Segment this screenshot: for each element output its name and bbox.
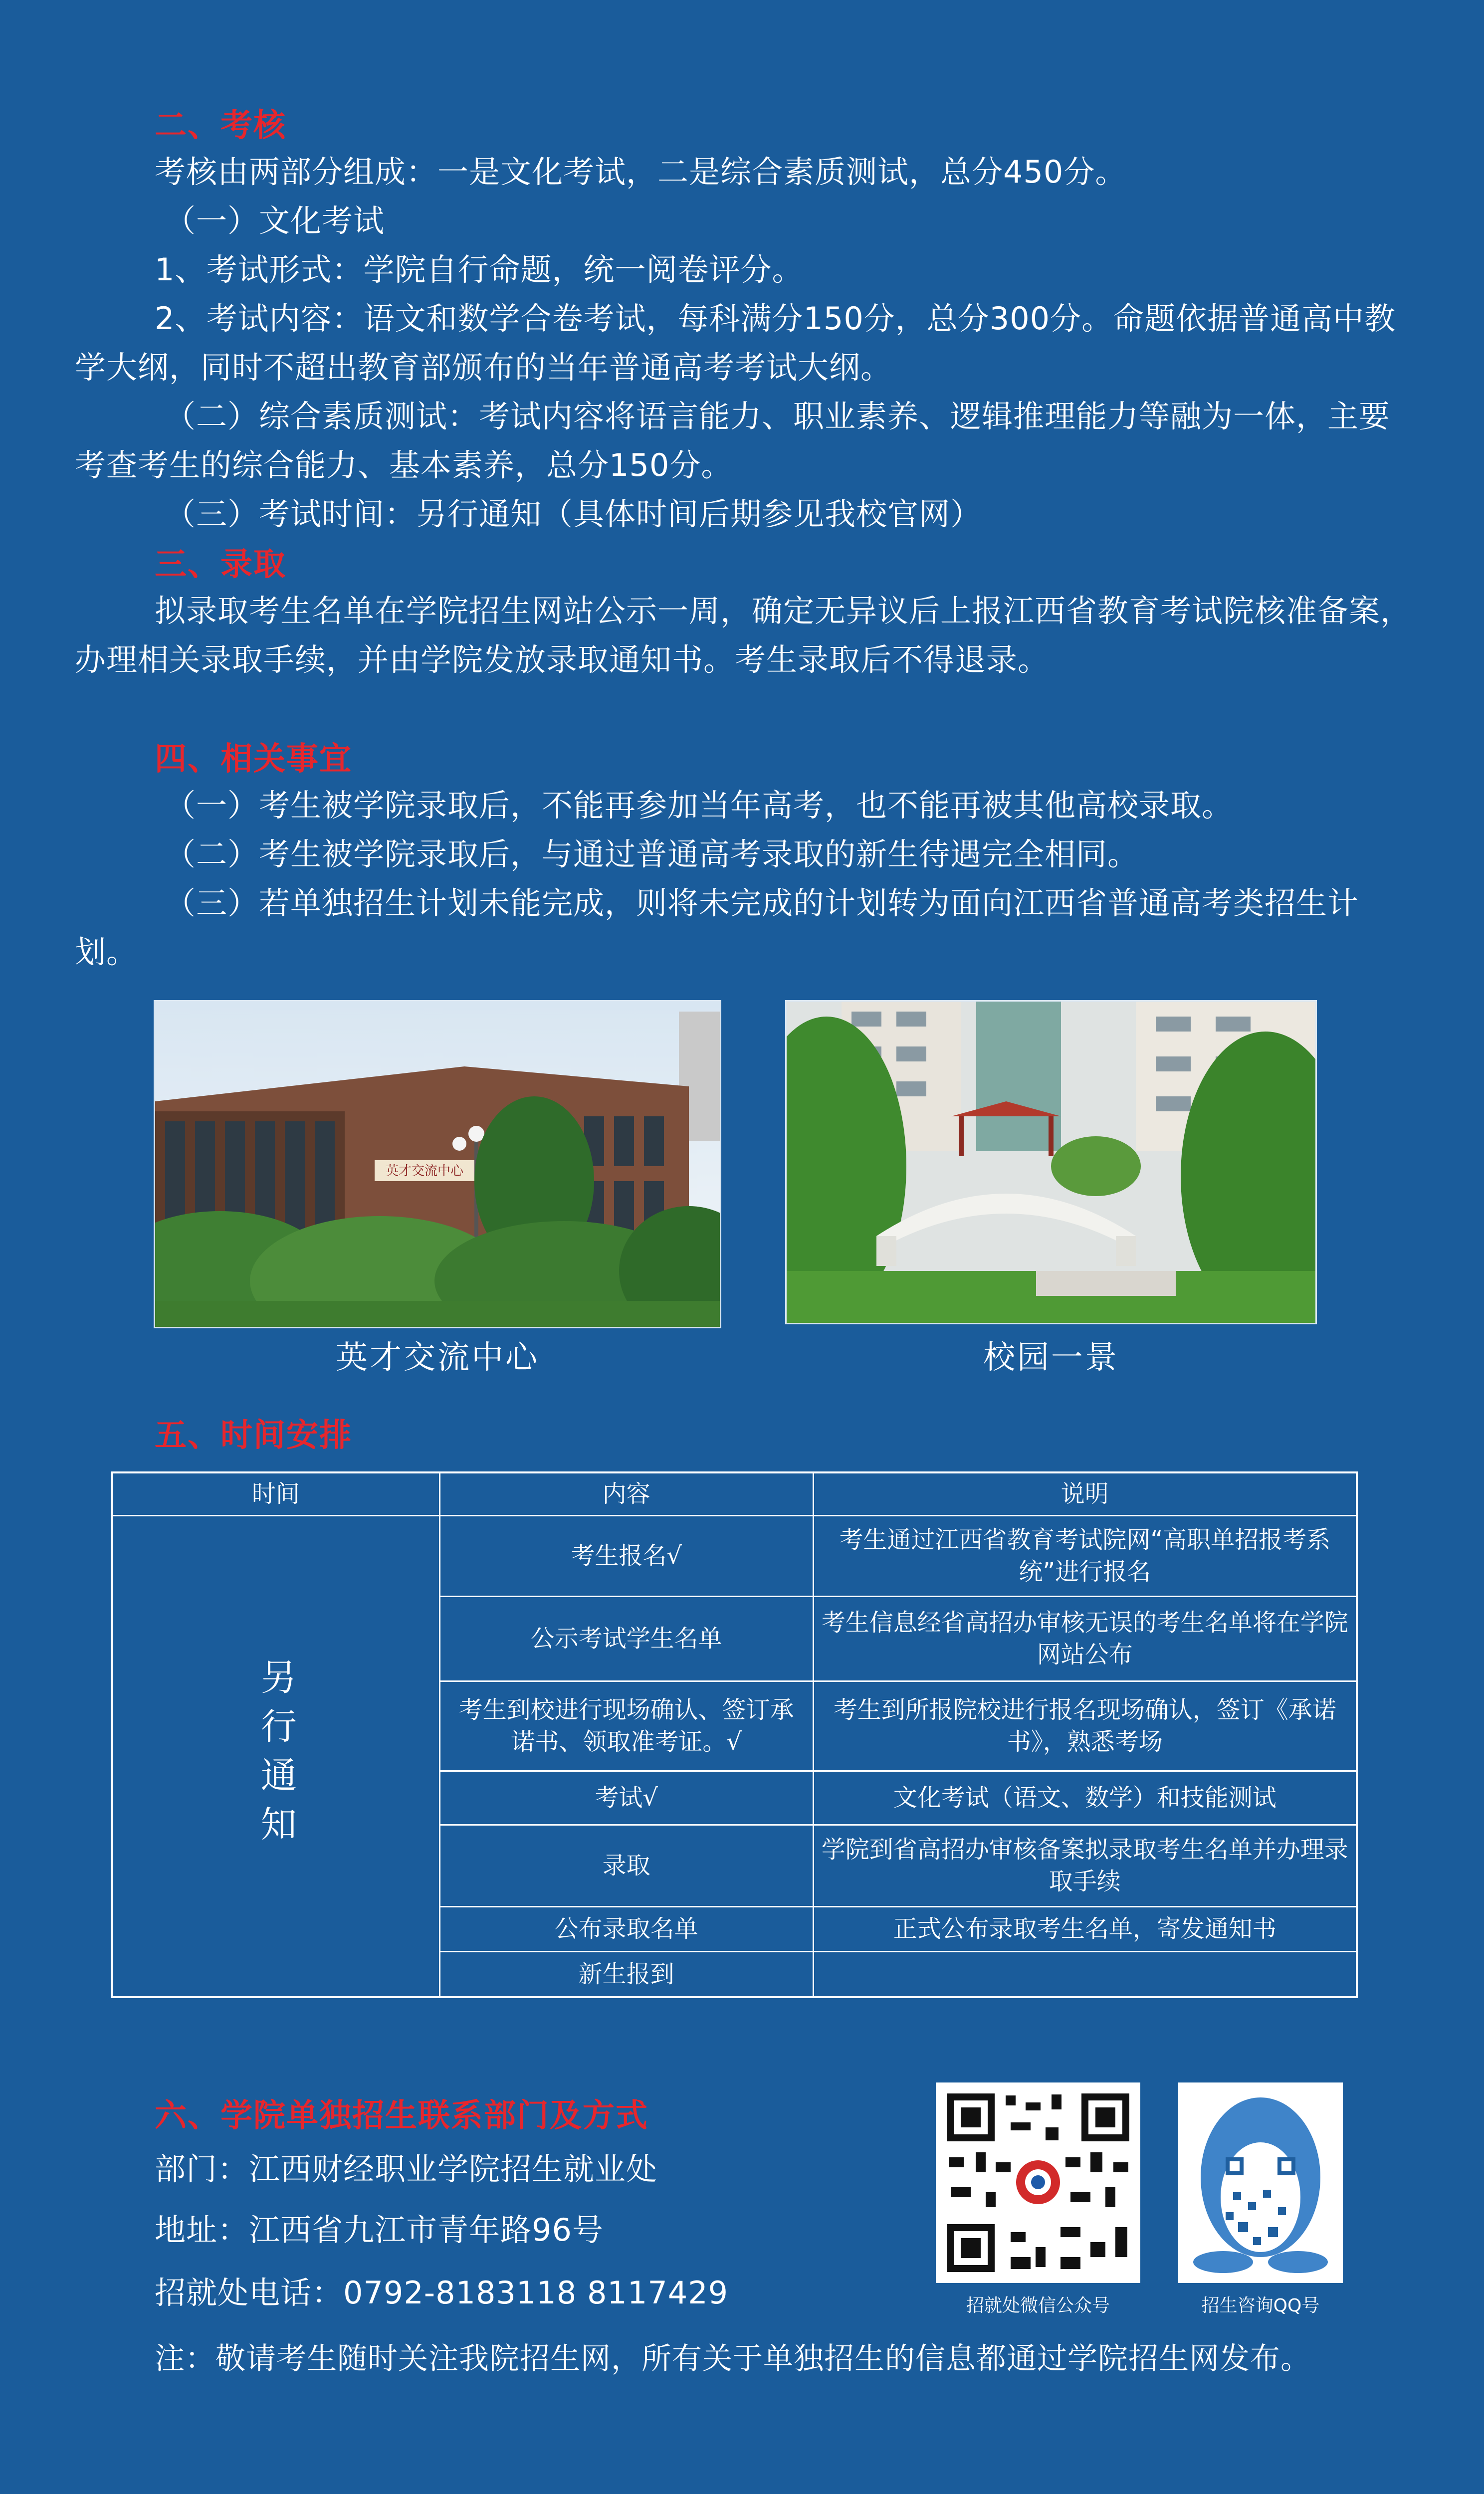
section-heading-contact: 六、学院单独招生联系部门及方式	[155, 2097, 648, 2134]
row-note: 学院到省高招办审核备案拟录取考生名单并办理录取手续	[813, 1825, 1357, 1906]
row-content: 考生到校进行现场确认、签订承诺书、领取准考证。√	[439, 1681, 813, 1771]
table-row	[112, 1515, 1357, 1596]
contact-department: 部门：江西财经职业学院招生就业处	[155, 2151, 658, 2187]
admission-text: 拟录取考生名单在学院招生网站公示一周，确定无异议后上报江西省教育考试院核准备案，办理相关录取手续，并由学院发放录取通知书。考生录取后不得退录。	[75, 593, 1412, 678]
table-header-row	[112, 1472, 1357, 1515]
quality-test: （二）综合素质测试：考试内容将语言能力、职业素养、逻辑推理能力等融为一体，主要考查考生的综合能力、基本素养，总分150分。	[75, 398, 1391, 483]
qq-penguin-qr-icon	[1178, 2082, 1343, 2283]
row-content: 新生报到	[439, 1951, 813, 1997]
section-heading-schedule: 五、时间安排	[155, 1417, 352, 1454]
exam-intro: 考核由两部分组成：一是文化考试，二是综合素质测试，总分450分。	[155, 154, 1127, 190]
exam-format: 1、考试形式：学院自行命题，统一阅卷评分。	[155, 251, 804, 288]
section-heading-related: 四、相关事宜	[155, 741, 352, 778]
related-item-2: （二）考生被学院录取后，与通过普通高考录取的新生待遇完全相同。	[165, 836, 1139, 872]
caption-campus-view: 校园一景	[983, 1339, 1119, 1376]
header-time: 时间	[112, 1472, 439, 1515]
related-item-3: （三）若单独招生计划未能完成，则将未完成的计划转为面向江西省普通高考类招生计划。	[75, 885, 1359, 970]
qq-qr-label: 招生咨询QQ号	[1201, 2295, 1320, 2316]
culture-exam-title: （一）文化考试	[165, 203, 385, 239]
row-note	[813, 1951, 1357, 1997]
wechat-qr-label: 招就处微信公众号	[966, 2295, 1110, 2316]
row-note: 正式公布录取考生名单，寄发通知书	[813, 1906, 1357, 1951]
row-content: 公示考试学生名单	[439, 1596, 813, 1681]
wechat-qr-icon	[936, 2082, 1140, 2283]
header-content: 内容	[439, 1472, 813, 1515]
row-note: 考生到所报院校进行报名现场确认，签订《承诺书》，熟悉考场	[813, 1681, 1357, 1771]
contact-address: 地址：江西省九江市青年路96号	[155, 2212, 604, 2248]
section-heading-admission: 三、录取	[155, 546, 286, 583]
time-cell-text: 另行通知	[254, 1658, 297, 1854]
photo-campus-view	[785, 1000, 1317, 1324]
footer-note: 注：敬请考生随时关注我院招生网，所有关于单独招生的信息都通过学院招生网发布。	[155, 2341, 1311, 2376]
row-note: 文化考试（语文、数学）和技能测试	[813, 1771, 1357, 1825]
building-sign-text: 英才交流中心	[385, 1164, 464, 1179]
section-heading-exam: 二、考核	[155, 107, 286, 144]
campus-view-illustration	[787, 1002, 1315, 1323]
row-note: 考生通过江西省教育考试院网“高职单招报考系统”进行报名	[813, 1515, 1357, 1596]
schedule-table	[111, 1471, 1358, 1998]
related-item-1: （一）考生被学院录取后，不能再参加当年高考，也不能再被其他高校录取。	[165, 787, 1234, 824]
row-content: 考试√	[439, 1771, 813, 1825]
contact-phone: 招就处电话：0792-8183118 8117429	[155, 2275, 729, 2311]
row-content: 考生报名√	[439, 1515, 813, 1596]
time-cell	[112, 1515, 439, 1997]
row-note: 考生信息经省高招办审核无误的考生名单将在学院网站公布	[813, 1596, 1357, 1681]
wechat-qr-code	[936, 2082, 1140, 2283]
photo-talent-exchange-center	[154, 1000, 721, 1328]
talent-center-illustration	[155, 1002, 720, 1327]
exam-time: （三）考试时间：另行通知（具体时间后期参见我校官网）	[165, 496, 982, 532]
qq-qr-code	[1178, 2082, 1343, 2283]
header-note: 说明	[813, 1472, 1357, 1515]
row-content: 录取	[439, 1825, 813, 1906]
exam-content: 2、考试内容：语文和数学合卷考试，每科满分150分，总分300分。命题依据普通高中教学大纲，同时不超出教育部颁布的当年普通高考考试大纲。	[75, 300, 1396, 386]
row-content: 公布录取名单	[439, 1906, 813, 1951]
caption-talent-exchange-center: 英才交流中心	[336, 1339, 539, 1376]
